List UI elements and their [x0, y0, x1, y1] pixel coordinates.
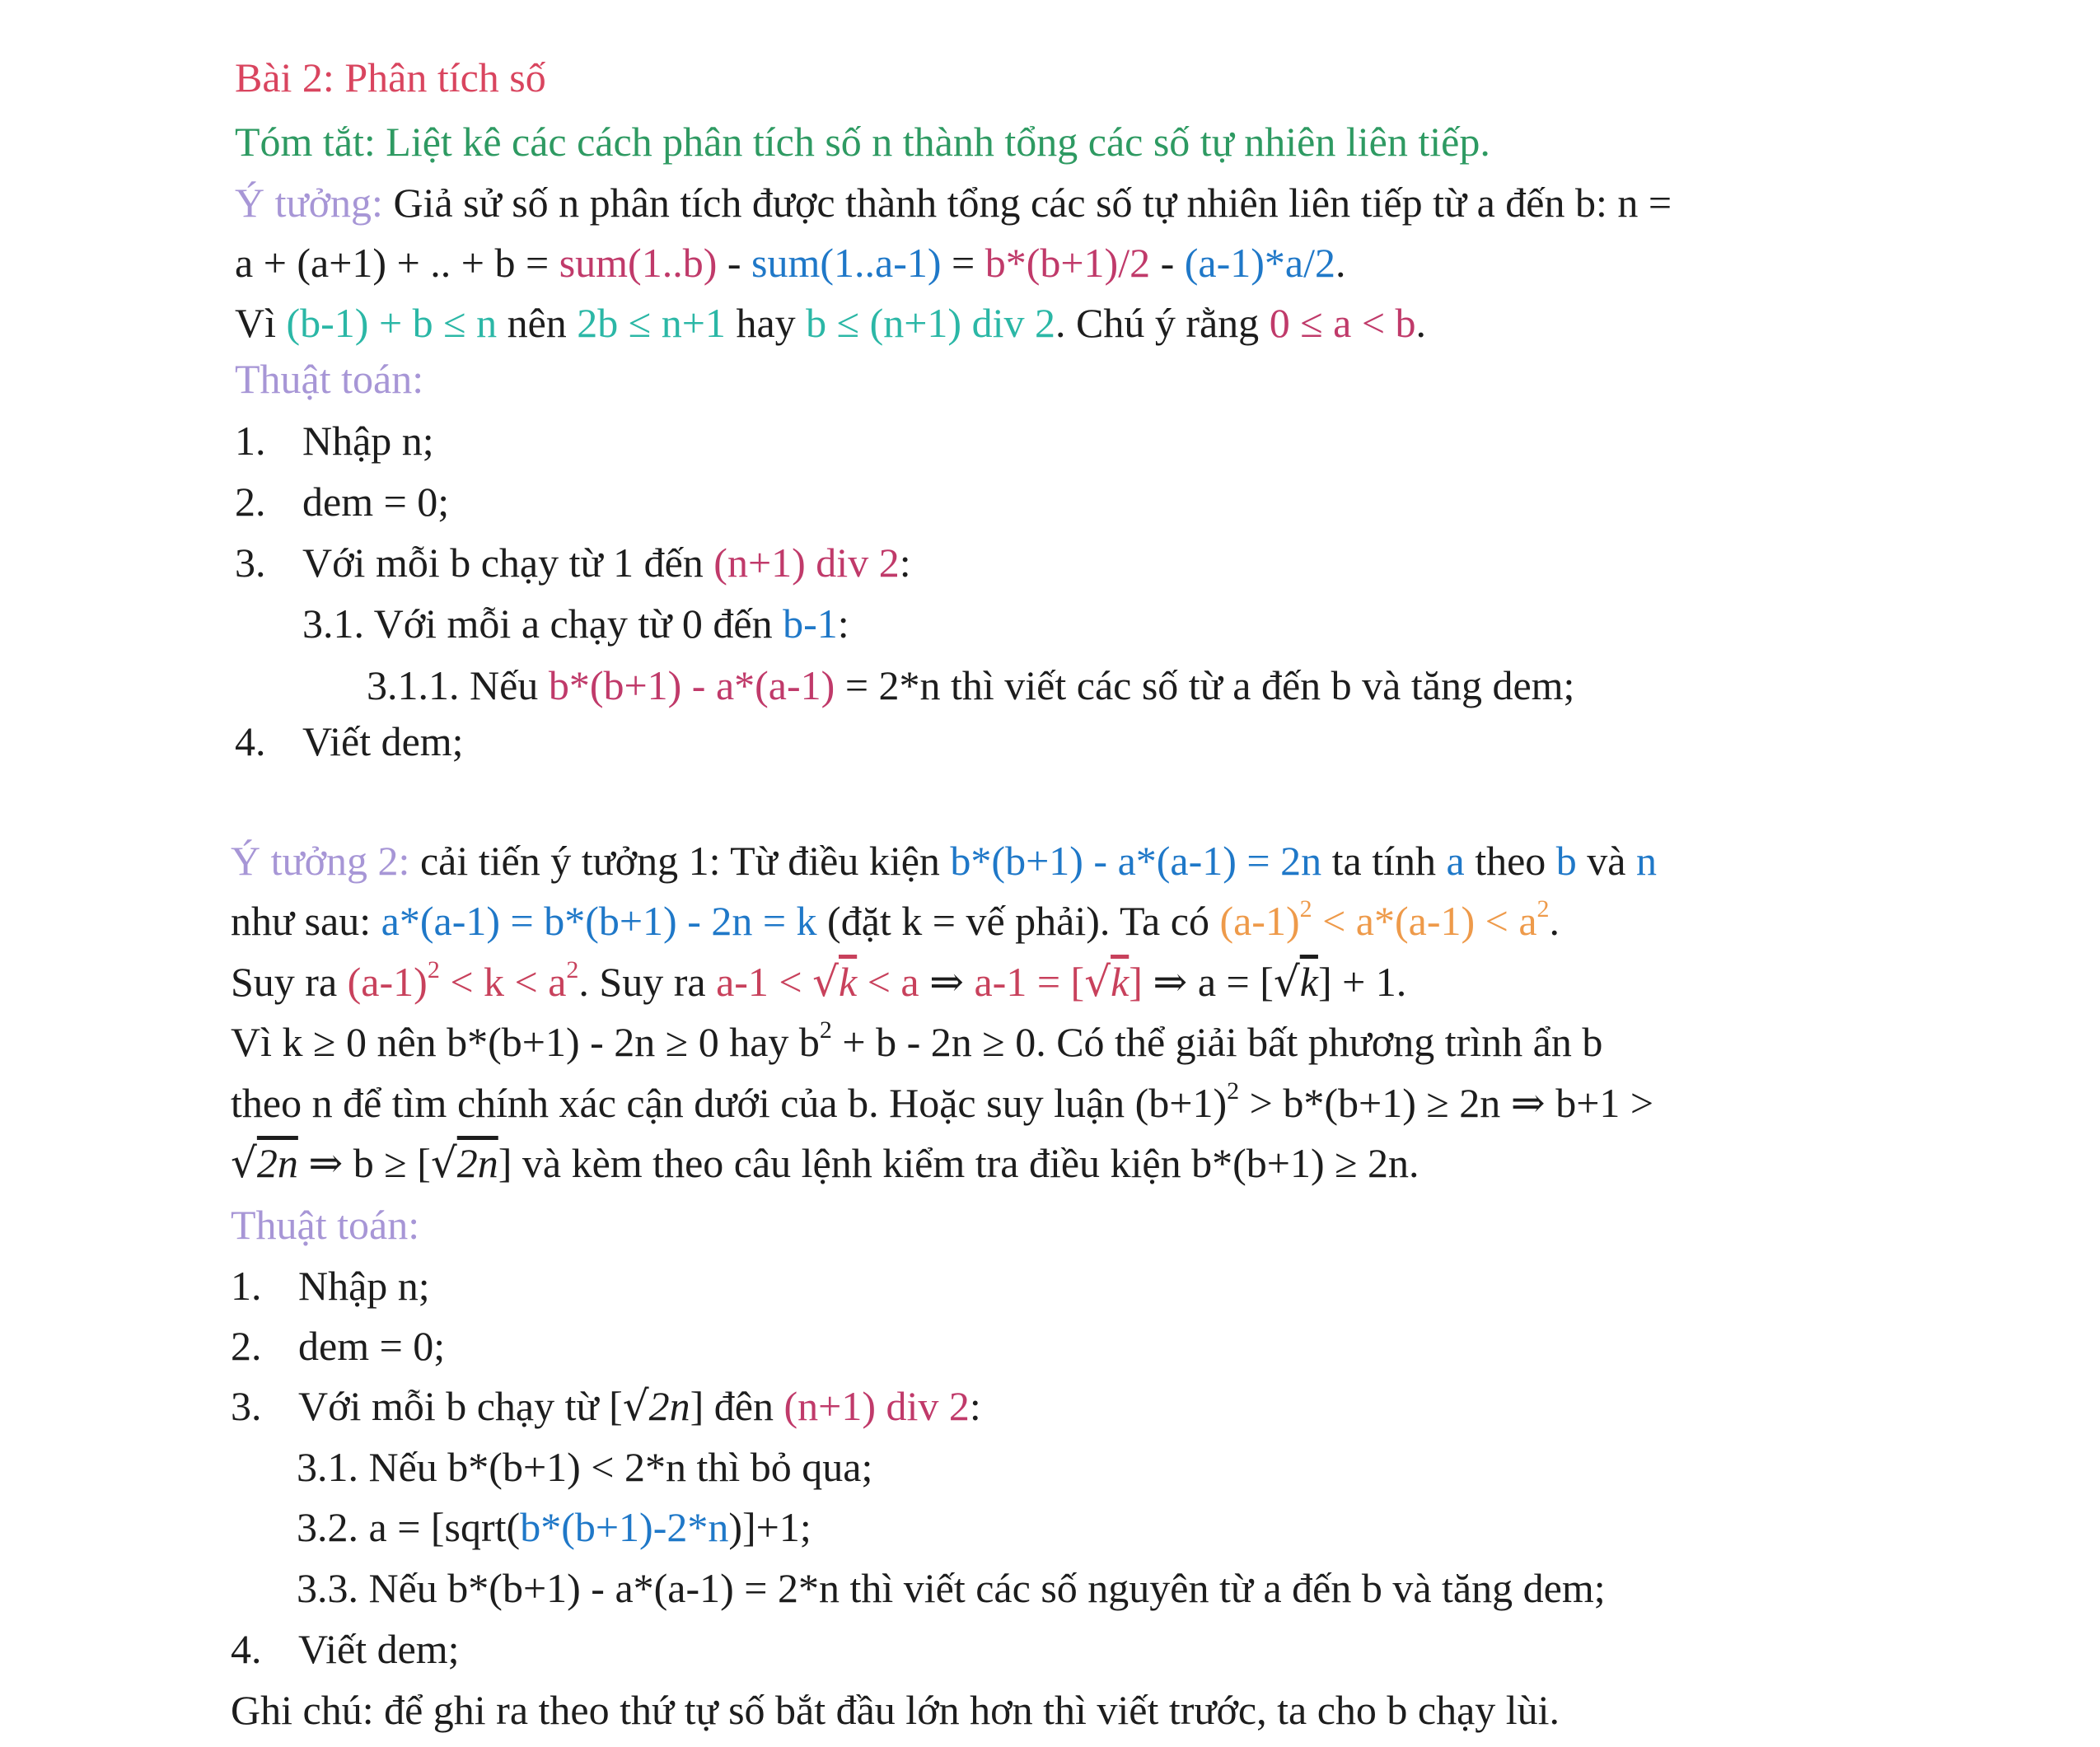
- algorithm2-step-1: 1. Nhập n;: [231, 1263, 430, 1309]
- idea2-line4: Vì k ≥ 0 nên b*(b+1) - 2n ≥ 0 hay $b^2 + b - 2n \ge 0$. Có thể giải bất phương trình ẩn b: [231, 1016, 1603, 1065]
- idea2-line3: Suy ra $(a-1)^2 < k < a^2$. Suy ra a-1 < √k < a ⇒ a-1 = [√k] ⇒ a = [√k] + 1.: [231, 956, 1407, 1006]
- algorithm1-heading: Thuật toán:: [235, 356, 424, 402]
- summary: Tóm tắt: Liệt kê các cách phân tích số n thành tổng các số tự nhiên liên tiếp.: [235, 119, 1490, 165]
- idea1-line3: Vì (b-1) + b ≤ n nên 2b ≤ n+1 hay b ≤ (n+1) div 2. Chú ý rằng 0 ≤ a < b.: [235, 300, 1427, 346]
- algorithm1-step-2: 2. dem = 0;: [235, 479, 450, 525]
- section-title: Bài 2: Phân tích số: [235, 54, 546, 100]
- algorithm2-step-2: 2. dem = 0;: [231, 1323, 446, 1369]
- algorithm1-step-3-1: 3.1. Với mỗi a chạy từ 0 đến b-1:: [302, 600, 849, 647]
- idea2-line6: √2n ⇒ b ≥ [√2n] và kèm theo câu lệnh kiểm tra điều kiện b*(b+1) ≥ 2n.: [231, 1139, 1419, 1187]
- idea2-line5: theo n để tìm chính xác cận dưới của b. Hoặc suy luận $(b+1)^2 > b*(b+1) \ge 2n$ ⇒ b+1 >: [231, 1077, 1654, 1126]
- algorithm2-step-3-2: 3.2. a = [sqrt(b*(b+1)-2*n)]+1;: [297, 1504, 811, 1550]
- idea2-line1: Ý tưởng 2: cải tiến ý tưởng 1: Từ điều kiện b*(b+1) - a*(a-1) = 2n ta tính a theo b và n: [231, 838, 1657, 884]
- idea1-line1: Ý tưởng: Giả sử số n phân tích được thành tổng các số tự nhiên liên tiếp từ a đến b: n =: [235, 180, 1672, 226]
- algorithm2-step-3-1: 3.1. Nếu b*(b+1) < 2*n thì bỏ qua;: [297, 1444, 873, 1490]
- idea2-line2: như sau: a*(a-1) = b*(b+1) - 2n = k (đặt k = vế phải). Ta có $(a-1)^2 < a*(a-1) < a^2$.: [231, 895, 1560, 944]
- note: Ghi chú: để ghi ra theo thứ tự số bắt đầu lớn hơn thì viết trước, ta cho b chạy lùi.: [231, 1687, 1560, 1733]
- algorithm1-step-3: 3. Với mỗi b chạy từ 1 đến (n+1) div 2:: [235, 540, 911, 586]
- algorithm2-step-4: 4. Viết dem;: [231, 1626, 460, 1672]
- algorithm2-step-3: 3. Với mỗi b chạy từ [√2n] đên (n+1) div 2:: [231, 1382, 981, 1430]
- algorithm1-step-4: 4. Viết dem;: [235, 718, 464, 764]
- idea1-line2: a + (a+1) + .. + b = sum(1..b) - sum(1..a-1) = b*(b+1)/2 - (a-1)*a/2.: [235, 240, 1346, 286]
- algorithm1-step-3-1-1: 3.1.1. Nếu b*(b+1) - a*(a-1) = 2*n thì viết các số từ a đến b và tăng dem;: [367, 662, 1575, 708]
- algorithm2-heading: Thuật toán:: [231, 1202, 420, 1248]
- algorithm1-step-1: 1. Nhập n;: [235, 418, 434, 464]
- algorithm2-step-3-3: 3.3. Nếu b*(b+1) - a*(a-1) = 2*n thì viết các số nguyên từ a đến b và tăng dem;: [297, 1565, 1606, 1611]
